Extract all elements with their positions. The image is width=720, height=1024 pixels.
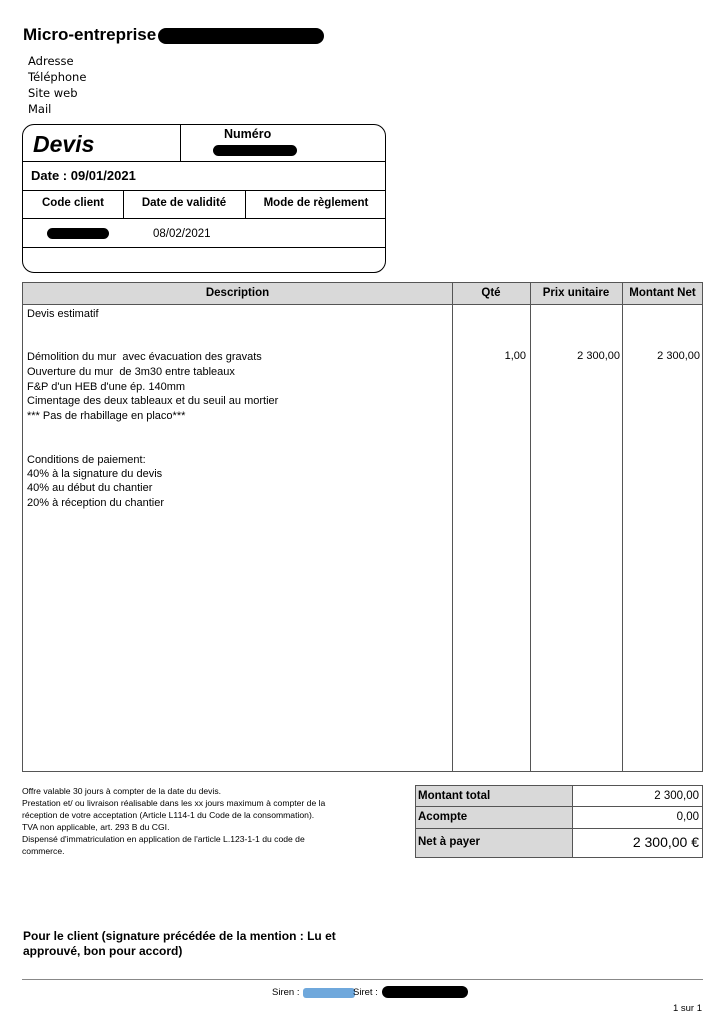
description-line: F&P d'un HEB d'une ép. 140mm [27,381,186,393]
address-line: Adresse [28,54,74,68]
date-validite-value: 08/02/2021 [153,228,211,240]
acompte-value: 0,00 [676,811,699,823]
redacted-numero [213,145,297,156]
note-line: TVA non applicable, art. 293 B du CGI. [22,822,170,832]
description-line: Conditions de paiement: [27,454,146,466]
acompte-label: Acompte [418,811,468,823]
description-line: Ouverture du mur de 3m30 entre tableaux [27,366,235,378]
description-line: Devis estimatif [27,308,99,320]
redacted-code-client [47,228,109,239]
devis-title: Devis [33,131,95,157]
description-line: 40% au début du chantier [27,482,153,494]
redacted-siret [382,986,468,998]
totals-table [415,785,703,858]
item-net-amount: 2 300,00 [657,350,700,362]
total-value: 2 300,00 [654,790,699,802]
net-a-payer-value: 2 300,00 € [632,834,699,850]
mode-reglement-header: Mode de règlement [263,197,369,209]
net-amount-header: Montant Net [629,287,696,299]
siren-label: Siren : [272,987,300,998]
company-name: Micro-entreprise [23,25,157,44]
devis-date: Date : 09/01/2021 [31,168,136,183]
item-qty: 1,00 [504,350,526,362]
phone-line: Téléphone [28,70,87,84]
note-line: Offre valable 30 jours à compter de la date du devis. [22,786,222,796]
note-line: Prestation et/ ou livraison réalisable dans les xx jours maximum à compter de la [22,798,326,808]
description-line: Cimentage des deux tableaux et du seuil au mortier [27,395,279,407]
description-line: *** Pas de rhabillage en placo*** [27,410,186,422]
redacted-siren [303,988,355,998]
net-a-payer-label: Net à payer [418,836,481,848]
description-line: 40% à la signature du devis [27,468,163,480]
note-line: Dispensé d'immatriculation en application de l'article L.123-1-1 du code de [22,834,305,844]
website-line: Site web [28,86,78,100]
redacted-company-name [158,28,324,44]
item-unit-price: 2 300,00 [577,350,620,362]
note-line: réception de votre acceptation (Article L114-1 du Code de la consommation). [22,810,315,820]
page-number: 1 sur 1 [672,1003,702,1014]
total-label: Montant total [418,790,491,802]
note-line: commerce. [22,846,65,856]
items-table [22,282,703,772]
date-validite-header: Date de validité [141,197,227,209]
qty-header: Qté [481,287,501,299]
mail-line: Mail [28,102,52,116]
footer-divider [22,979,703,980]
client-signature-mention: Pour le client (signature précédée de la mention : Lu et approuvé, bon pour accord) [23,929,336,958]
description-header: Description [205,287,270,299]
devis-info-box [22,124,386,273]
siret-label: Siret : [353,987,378,998]
description-line: 20% à réception du chantier [27,497,164,509]
code-client-header: Code client [42,197,104,209]
unit-price-header: Prix unitaire [542,287,610,299]
description-line: Démolition du mur avec évacuation des gravats [27,351,262,363]
numero-label: Numéro [224,127,272,141]
